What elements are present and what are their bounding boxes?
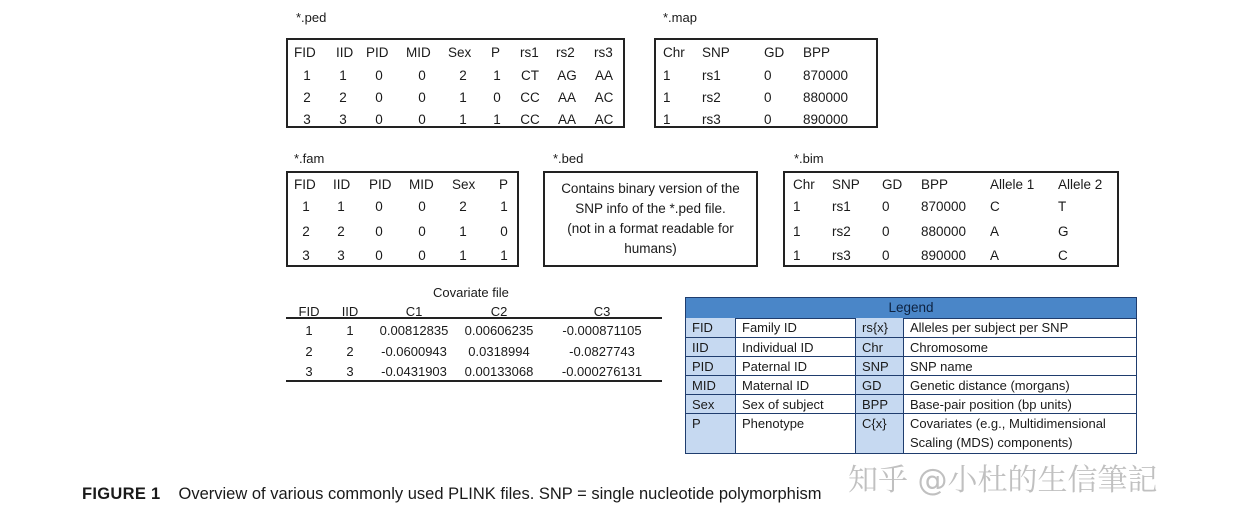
column-header: Sex [448,45,472,60]
legend-definition: Maternal ID [736,376,856,395]
table-row [286,319,662,342]
legend-definition: Covariates (e.g., Multidimensional Scaling (MDS) components) [910,416,1106,450]
table-cell: 890000 [803,112,849,127]
column-header: GD [882,177,903,192]
table-cell: 2 [302,224,310,239]
column-header: IID [336,45,354,60]
table-row [286,360,662,383]
table-cell: AA [557,112,577,127]
column-header: FID [294,177,316,192]
legend-abbreviation: PID [686,357,736,376]
table-cell: C [1058,248,1068,263]
legend-definition: Base-pair position (bp units) [904,395,1136,414]
table-cell: 870000 [803,68,849,83]
table-cell: rs2 [702,90,721,105]
legend-table [685,297,1137,454]
legend-title: Legend [686,298,1136,319]
table-cell: 1 [793,248,801,263]
table-cell: 0.00812835 [379,323,449,338]
column-header: rs3 [594,45,613,60]
covariate-caption: Covariate file [433,285,509,300]
table-cell: 0 [882,224,890,239]
table-cell: AA [594,68,614,83]
covariate-table [286,300,662,382]
legend-definition: Phenotype [736,414,856,453]
table-cell: 3 [337,248,345,263]
column-header: IID [333,177,351,192]
bed-line: (not in a format readable for [567,221,734,236]
column-header: MID [409,177,434,192]
table-cell: rs3 [832,248,851,263]
bim-table [783,171,1119,267]
table-cell: 1 [346,323,354,338]
column-header: SNP [832,177,860,192]
table-cell: 0 [418,68,426,83]
column-header: BPP [921,177,949,192]
table-cell: A [990,224,1000,239]
table-cell: 880000 [921,224,967,239]
table-cell: -0.0431903 [381,364,447,379]
table-cell: 1 [663,68,671,83]
table-row [288,195,517,218]
column-header: Chr [793,177,815,192]
table-cell: 3 [302,248,310,263]
legend-definition: Paternal ID [736,357,856,376]
column-header: FID [298,304,320,319]
column-header: IID [341,304,359,319]
legend-definition: Individual ID [736,338,856,357]
column-header: PID [369,177,392,192]
table-cell: 1 [337,199,345,214]
legend-abbreviation: P [686,414,736,453]
table-row [656,86,876,109]
figure-label: FIGURE 1 [82,485,161,503]
column-header: Sex [452,177,476,192]
table-cell: G [1058,224,1069,239]
header-row [288,173,517,196]
table-cell: 2 [337,224,345,239]
figure-caption [82,485,822,504]
table-cell: 1 [302,199,310,214]
table-row [288,108,623,131]
table-cell: 0 [418,199,426,214]
column-header: P [491,45,501,60]
column-header: FID [294,45,316,60]
table-row [656,108,876,131]
ped-caption: *.ped [296,10,327,25]
table-cell: rs1 [832,199,851,214]
table-cell: 0.0318994 [468,344,530,359]
legend-abbreviation: BPP [856,395,904,414]
legend-definition: Alleles per subject per SNP [904,318,1136,338]
table-cell: 0 [882,248,890,263]
legend-abbreviation: C{x} [856,414,904,453]
table-cell: 1 [793,199,801,214]
table-cell: AC [594,112,614,127]
fam-table [286,171,519,267]
table-cell: 1 [459,112,467,127]
column-header: GD [764,45,785,60]
table-cell: -0.000871105 [562,323,642,338]
figure-text: Overview of various commonly used PLINK files. SNP = single nucleotide polymorphism [178,485,822,503]
table-cell: 0 [493,90,501,105]
watermark: 知乎 @小杜的生信筆記 [848,463,1158,498]
table-row [288,64,623,87]
column-header: MID [406,45,431,60]
table-cell: 870000 [921,199,967,214]
table-cell: AA [557,90,577,105]
table-cell: CT [521,68,539,83]
bed-description-box [543,171,758,267]
legend-definition: Chromosome [904,338,1136,357]
table-cell: 3 [303,112,311,127]
table-cell: rs1 [702,68,721,83]
table-cell: 0 [500,224,508,239]
table-cell: AC [594,90,614,105]
table-cell: 3 [346,364,354,379]
legend-abbreviation: IID [686,338,736,357]
table-row [288,244,517,267]
column-header: PID [366,45,389,60]
table-cell: 0 [418,112,426,127]
bed-line: humans) [624,241,677,256]
table-cell: AG [557,68,577,83]
table-cell: 1 [459,248,467,263]
table-cell: 1 [339,68,347,83]
column-header: P [499,177,509,192]
legend-definition: Genetic distance (morgans) [904,376,1136,395]
map-caption: *.map [663,10,697,25]
table-cell: A [990,248,1000,263]
table-cell: CC [520,112,540,127]
table-cell: 0 [375,90,383,105]
bed-caption: *.bed [553,151,584,166]
table-cell: 890000 [921,248,967,263]
ped-table [286,38,625,128]
table-cell: 1 [663,112,671,127]
table-cell: 0 [418,224,426,239]
table-cell: rs3 [702,112,721,127]
legend-definition: SNP name [904,357,1136,376]
column-header: SNP [702,45,730,60]
table-cell: 1 [500,248,508,263]
table-cell: 0 [375,248,383,263]
table-cell: -0.0827743 [569,344,635,359]
table-cell: 0 [764,112,772,127]
table-cell: 3 [305,364,313,379]
legend-abbreviation: rs{x} [856,318,904,338]
table-cell: 3 [339,112,347,127]
table-row [785,244,1117,267]
legend-abbreviation: SNP [856,357,904,376]
table-row [785,195,1117,218]
table-cell: 1 [663,90,671,105]
table-cell: 0 [375,112,383,127]
table-cell: CC [520,90,540,105]
column-header: Allele 1 [990,177,1035,192]
table-cell: 0 [375,224,383,239]
table-cell: 1 [305,323,313,338]
table-cell: 0 [764,68,772,83]
column-header: C3 [593,304,611,319]
table-cell: 0 [882,199,890,214]
table-row [288,220,517,243]
legend-abbreviation: Sex [686,395,736,414]
column-header: Chr [663,45,685,60]
header-row [656,41,876,64]
table-cell: 0 [418,248,426,263]
column-header: C1 [405,304,423,319]
table-cell: 2 [459,199,467,214]
column-header: BPP [803,45,831,60]
table-cell: 1 [303,68,311,83]
column-header: rs1 [520,45,539,60]
table-cell: 0 [764,90,772,105]
legend-abbreviation: GD [856,376,904,395]
table-row [288,86,623,109]
column-header: C2 [490,304,508,319]
table-cell: 2 [305,344,313,359]
table-cell: -0.0600943 [381,344,447,359]
header-row [785,173,1117,196]
column-header: rs2 [556,45,575,60]
table-cell: 2 [459,68,467,83]
legend-abbreviation: FID [686,318,736,338]
table-row [785,220,1117,243]
bim-caption: *.bim [794,151,824,166]
fam-caption: *.fam [294,151,325,166]
header-row [288,41,623,64]
table-cell: 0 [375,68,383,83]
bed-line: Contains binary version of the [561,181,740,196]
table-cell: C [990,199,1000,214]
table-cell: T [1058,199,1067,214]
column-header: Allele 2 [1058,177,1103,192]
table-cell: 2 [339,90,347,105]
table-cell: 880000 [803,90,849,105]
table-cell: 1 [493,68,501,83]
bed-line: SNP info of the *.ped file. [575,201,726,216]
legend-definition: Sex of subject [736,395,856,414]
legend-abbreviation: MID [686,376,736,395]
legend-definition: Family ID [736,318,856,338]
table-cell: 1 [459,224,467,239]
table-cell: 1 [459,90,467,105]
table-cell: 2 [346,344,354,359]
table-row [656,64,876,87]
map-table [654,38,878,128]
table-cell: 0.00133068 [464,364,534,379]
table-cell: 1 [493,112,501,127]
table-cell: 1 [793,224,801,239]
table-cell: -0.000276131 [561,364,643,379]
table-cell: 0 [375,199,383,214]
table-cell: 1 [500,199,508,214]
table-cell: 2 [303,90,311,105]
table-cell: 0.00606235 [464,323,534,338]
legend-abbreviation: Chr [856,338,904,357]
table-cell: rs2 [832,224,851,239]
table-cell: 0 [418,90,426,105]
